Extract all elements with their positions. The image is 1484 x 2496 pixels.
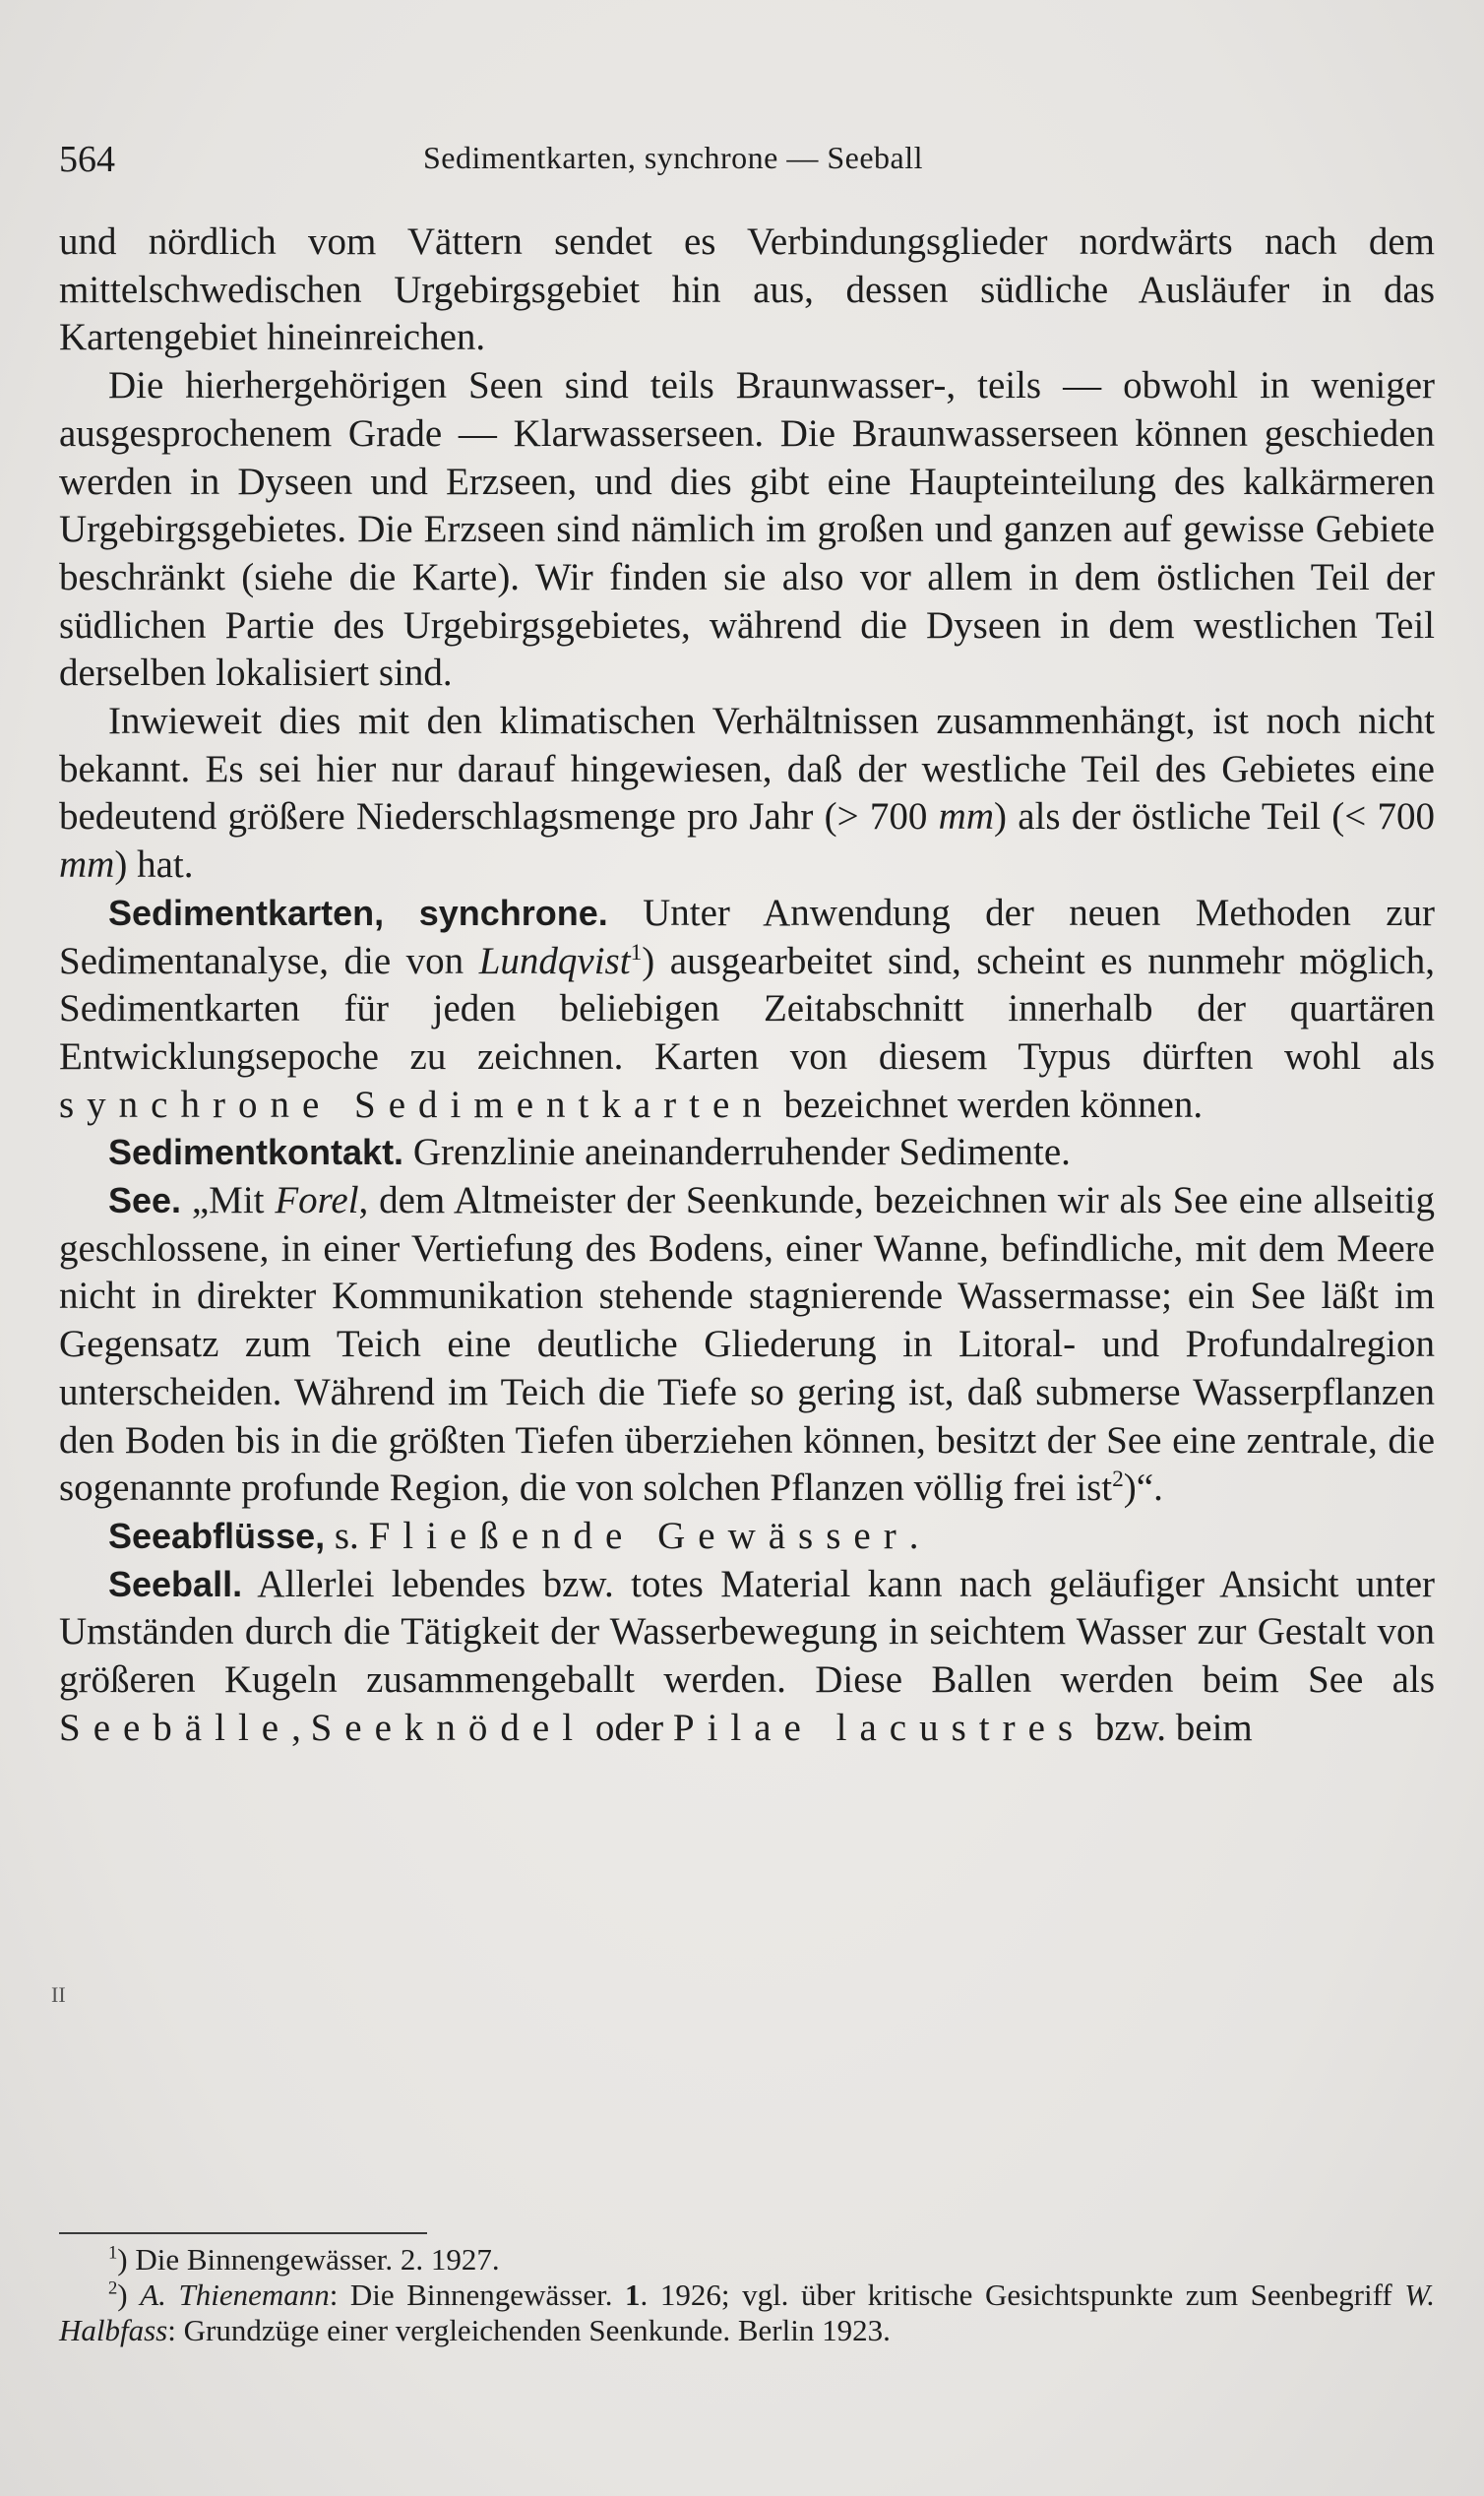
entry-text: )“. [1123, 1466, 1163, 1510]
margin-mark: II [51, 1982, 66, 2007]
page-number: 564 [59, 139, 115, 180]
entry-text: Unter Anwendung der neuen Methoden zur Sedimentanalyse, die von [59, 891, 1436, 982]
entry-text: Allerlei lebendes bzw. totes Material kann nach geläufiger Ansicht unter Umständen durch die Tätigkeit der Wasserbewegung in seichtem Wasser zur Gestalt von größeren Kugeln zusammengeballt werden. Diese Ballen werden beim See als [59, 1562, 1435, 1702]
author-name: A. Thienemann [140, 2278, 330, 2312]
footnote-1 [59, 2242, 1435, 2278]
spaced-term: Fließende Gewässer [368, 1514, 909, 1557]
author-name: Lundqvist [478, 939, 631, 982]
entry-see [59, 1177, 1435, 1513]
klima-text-b: ) als der östliche Teil (< 700 [994, 795, 1435, 839]
author-name: W. Halbfass [59, 2278, 1435, 2347]
lemma-sedimentkarten: Sedimentkarten, synchrone. [108, 892, 608, 933]
volume-number: 1 [625, 2278, 641, 2312]
separator: oder [586, 1706, 673, 1749]
entry-text: bzw. beim [1085, 1706, 1253, 1749]
footnote-text: ) Die Binnengewässer. 2. 1927. [117, 2242, 500, 2277]
footnote-divider [59, 2232, 427, 2234]
footnote-mark: 2 [108, 2278, 118, 2299]
footnote-2 [59, 2278, 1435, 2348]
entry-text: Grenzlinie aneinanderruhender Sedimente. [403, 1131, 1071, 1174]
spaced-term: synchrone Sedimentkarten [59, 1083, 774, 1126]
footnote-ref: 1 [630, 939, 643, 966]
paragraph-klima [59, 698, 1435, 890]
entry-sedimentkarten [59, 890, 1435, 1130]
entry-seeball [59, 1561, 1435, 1753]
footnotes [59, 2242, 1435, 2348]
footnote-text: : Grundzüge einer vergleichenden Seenkunde. Berlin 1923. [167, 2313, 891, 2347]
entry-text: „Mit [181, 1179, 276, 1222]
entry-text: ) ausgearbeitet sind, scheint es nunmehr möglich, Sedimentkarten für jeden beliebigen Zeitabschnitt innerhalb der quartären Entwicklungsepoche zu zeichnen. Karten von diesem Typus dürften wohl als [59, 939, 1435, 1078]
klima-text-c: ) hat. [114, 843, 194, 887]
separator: , [291, 1706, 311, 1749]
lemma-sedimentkontakt: Sedimentkontakt. [108, 1132, 404, 1173]
spaced-term: Seebälle [59, 1706, 292, 1749]
entry-sedimentkontakt [59, 1129, 1435, 1177]
paragraph-vaettern: und nördlich vom Vättern sendet es Verbindungsglieder nordwärts nach dem mittelschwedischen Urgebirgsgebiet hin aus, dessen südliche Ausläufer in das Kartengebiet hineinreichen. [59, 220, 1435, 359]
klima-text-a: Inwieweit dies mit den klimatischen Verhältnissen zusammenhängt, ist noch nicht bekannt. Es sei hier nur darauf hingewiesen, daß der westliche Teil des Gebietes eine bedeutend größere Niederschlagsmenge pro Jahr (> 700 [59, 700, 1435, 839]
footnote-text: : Die Binnengewässer. [329, 2278, 626, 2312]
running-title: Sedimentkarten, synchrone — Seeball [423, 140, 924, 175]
paragraph-seen-types: Die hierhergehörigen Seen sind teils Braunwasser-, teils — obwohl in weniger ausgesprochenem Grade — Klarwasserseen. Die Braunwasserseen können geschieden werden in Dyseen und Erzseen, und dies gibt eine Haupteinteilung des kalkärmeren Urgebirgsgebietes. Die Erzseen sind nämlich im großen und ganzen auf gewisse Gebiete beschränkt (siehe die Karte). Wir finden sie also vor allem in dem östlichen Teil der südlichen Partie des Urgebirgsgebietes, während die Dyseen in dem westlichen Teil derselben lokalisiert sind. [59, 364, 1435, 695]
footnote-text: ) [117, 2278, 141, 2312]
body-text [59, 218, 1435, 1753]
entry-text: bezeichnet werden können. [773, 1083, 1204, 1126]
unit-mm: mm [59, 843, 115, 887]
page-header [59, 138, 1435, 187]
spaced-term: Pilae lacustres [672, 1706, 1086, 1749]
entry-text: s. [325, 1514, 369, 1557]
entry-text: , dem Altmeister der Seenkunde, bezeichnen wir als See eine allseitig geschlossene, in einer Vertiefung des Bodens, einer Wanne, befindliche, mit dem Meere nicht in direkter Kommunikation stehende stagnierende Wassermasse; ein See läßt im Gegensatz zum Teich eine deutliche Gliederung in Litoral- und Profundalregion unterscheiden. Während im Teich die Tiefe so gering ist, daß submerse Wasserpflanzen den Boden bis in die größten Tiefen überziehen können, besitzt der See eine zentrale, die sogenannte profunde Region, die von solchen Pflanzen völlig frei ist [59, 1179, 1435, 1510]
footnote-ref: 2 [1112, 1466, 1124, 1493]
lemma-seeabfluesse: Seeabflüsse, [108, 1515, 326, 1556]
spaced-term: Seeknödel [310, 1706, 587, 1749]
entry-text: . [908, 1514, 919, 1557]
footnote-text: . 1926; vgl. über kritische Gesichtspunkte zum Seenbegriff [640, 2278, 1405, 2312]
lemma-see: See. [108, 1180, 182, 1221]
lemma-seeball: Seeball. [108, 1563, 243, 1604]
footnote-mark: 1 [108, 2242, 118, 2264]
unit-mm: mm [938, 795, 995, 839]
author-name: Forel [275, 1179, 359, 1222]
entry-seeabfluesse [59, 1513, 1435, 1561]
